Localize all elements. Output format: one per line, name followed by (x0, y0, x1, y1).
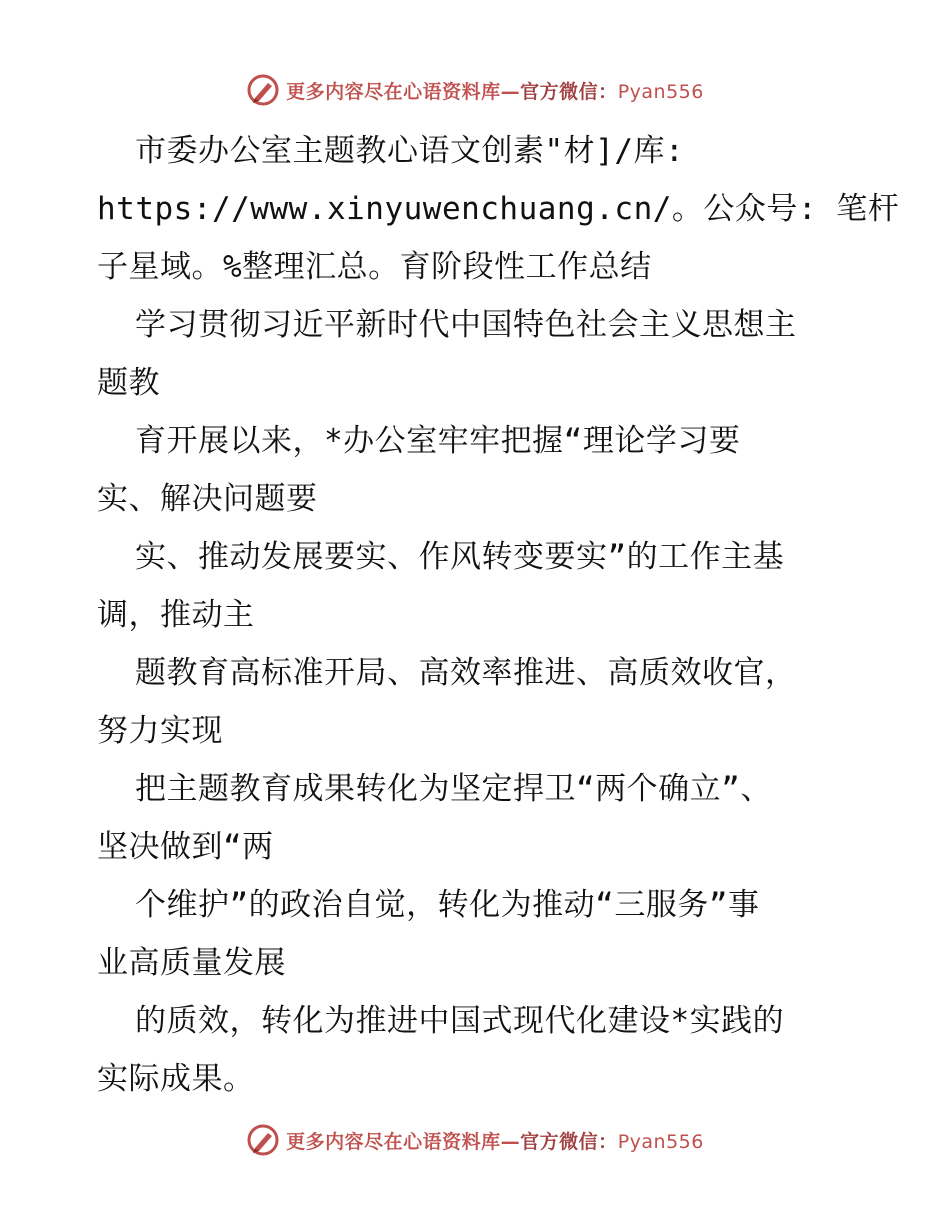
banner-main-text: 更多内容尽在心语资料库— (286, 80, 521, 103)
pen-logo-icon (246, 73, 280, 107)
banner-wechat-id: Pyan556 (617, 80, 704, 103)
text-line: 努力实现 (97, 713, 223, 749)
banner-official-label: 官方微信： (520, 80, 618, 103)
text-line: https://www.xinyuwenchuang.cn/。公众号: 笔杆 (97, 191, 900, 227)
banner-official-label: 官方微信： (520, 1130, 618, 1153)
footer-banner (0, 1120, 950, 1160)
text-line: 的质效，转化为推进中国式现代化建设*实践的 (135, 1003, 785, 1039)
text-line: 把主题教育成果转化为坚定捍卫“两个确立”、 (135, 771, 772, 807)
text-line: 实、解决问题要 (97, 481, 318, 517)
banner-text (286, 1127, 704, 1154)
pen-logo-icon (246, 1123, 280, 1157)
text-line: 子星域。%整理汇总。育阶段性工作总结 (97, 249, 652, 285)
text-line: 育开展以来，*办公室牢牢把握“理论学习要 (135, 423, 741, 459)
banner-text (286, 77, 704, 104)
document-body (97, 122, 900, 1108)
text-line: 实、推动发展要实、作风转变要实”的工作主基 (135, 539, 785, 575)
text-line: 个维护”的政治自觉，转化为推动“三服务”事 (135, 887, 760, 923)
text-line: 学习贯彻习近平新时代中国特色社会主义思想主 (135, 307, 797, 343)
text-line: 坚决做到“两 (97, 829, 274, 865)
text-line: 市委办公室主题教心语文创素"材]/库: (135, 133, 685, 169)
text-line: 实际成果。 (97, 1061, 255, 1097)
text-line: 题教 (97, 365, 160, 401)
text-line: 题教育高标准开局、高效率推进、高质效收官， (135, 655, 797, 691)
text-line: 调，推动主 (97, 597, 255, 633)
header-banner (0, 70, 950, 110)
text-line: 业高质量发展 (97, 945, 286, 981)
banner-main-text: 更多内容尽在心语资料库— (286, 1130, 521, 1153)
banner-wechat-id: Pyan556 (617, 1130, 704, 1153)
